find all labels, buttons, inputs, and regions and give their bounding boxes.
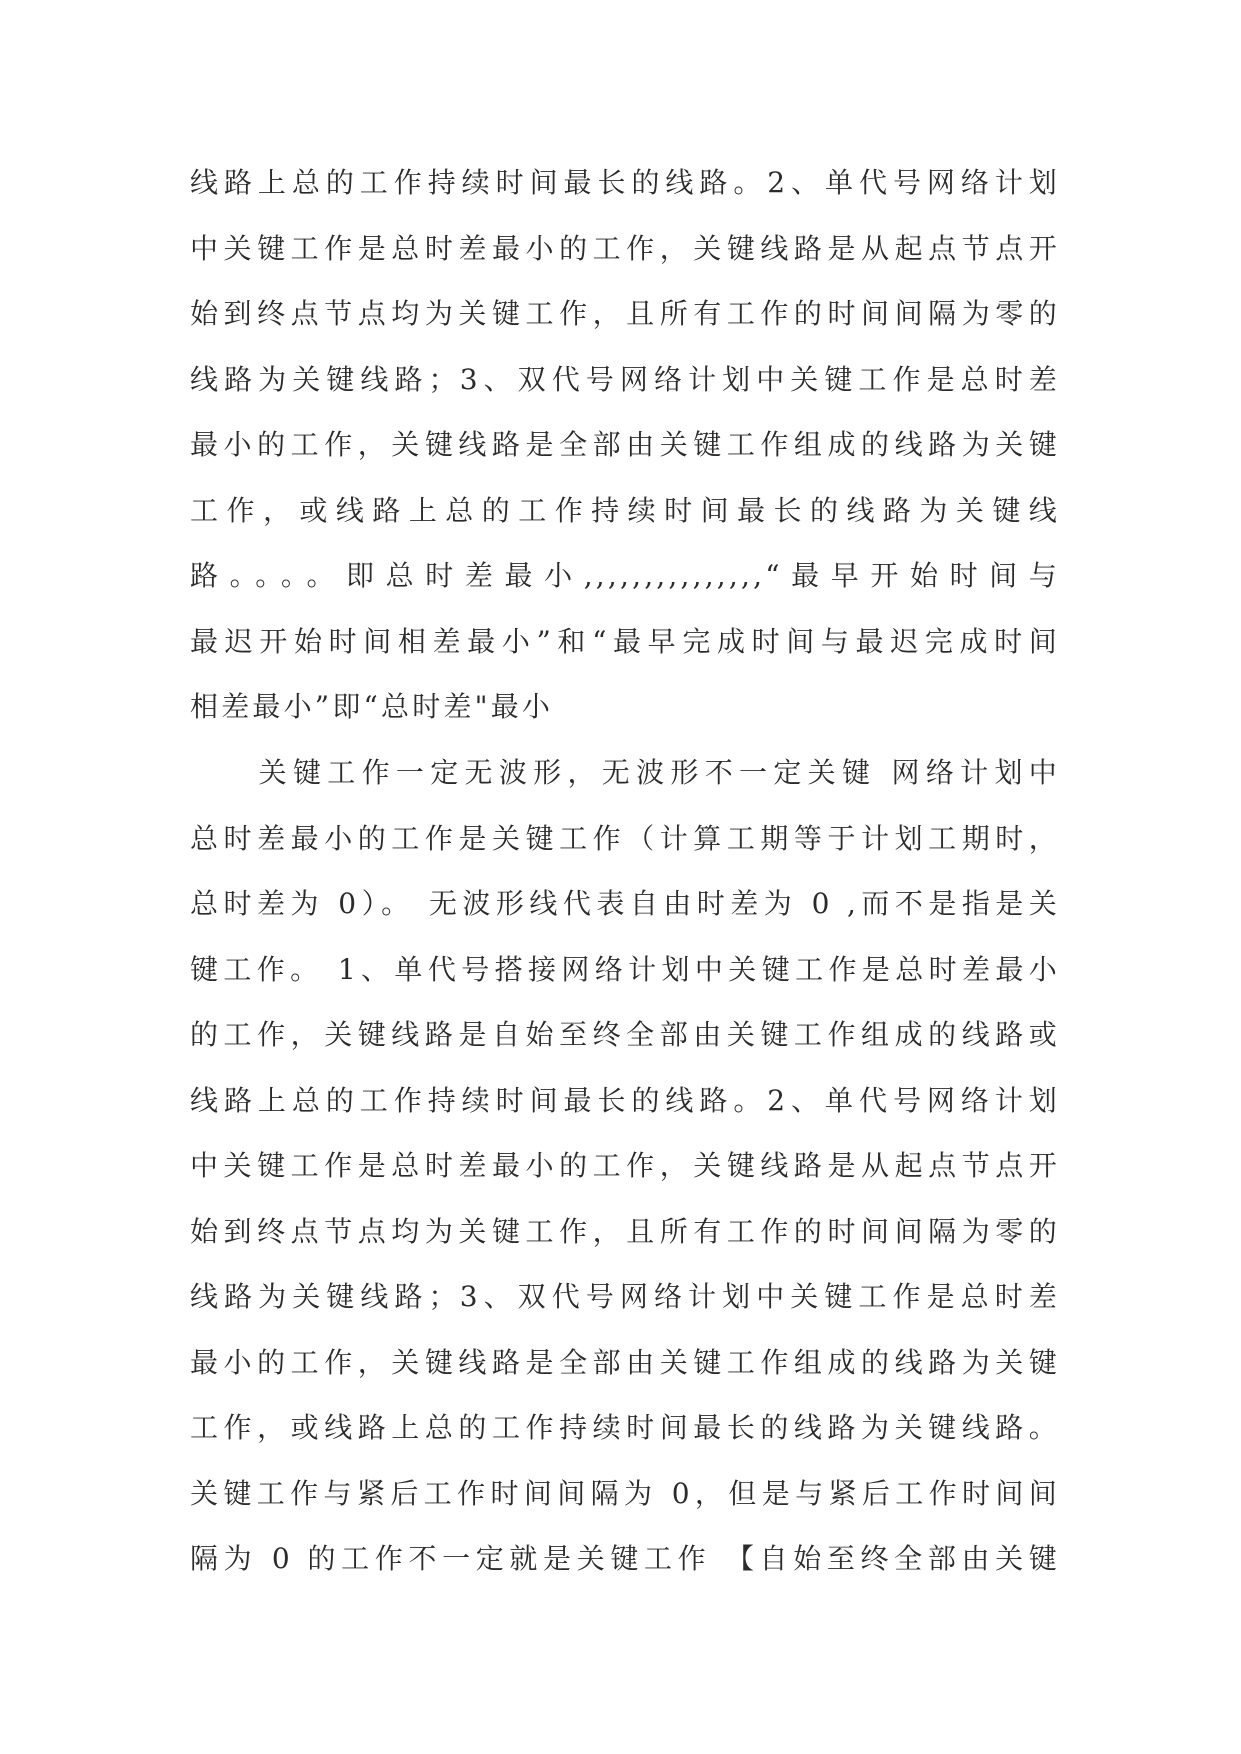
text-line: 的工作，关键线路是自始至终全部由关键工作组成的线路或 [190, 1018, 1060, 1051]
text-line: 关键工作一定无波形，无波形不一定关键 网络计划中 [190, 756, 1060, 789]
text-line: 始到终点节点均为关键工作，且所有工作的时间间隔为零的 [190, 1214, 1060, 1248]
text-line: 相差最小”即“总时差"最小 [190, 690, 554, 723]
text-line: 工作，或线路上总的工作持续时间最长的线路为关键线路。 [190, 1411, 1060, 1444]
text-line: 总时差为 0）。 无波形线代表自由时差为 0 ,而不是指是关 [190, 887, 1060, 920]
paragraph-key-work [190, 740, 1060, 1592]
text-line: 最迟开始时间相差最小”和“最早完成时间与最迟完成时间 [190, 624, 1060, 658]
paragraph-continued [190, 150, 1060, 740]
text-line: 线路为关键线路；3、双代号网络计划中关键工作是总时差 [190, 362, 1060, 396]
text-line: 最小的工作，关键线路是全部由关键工作组成的线路为关键 [190, 1345, 1060, 1379]
text-line: 线路为关键线路；3、双代号网络计划中关键工作是总时差 [190, 1280, 1060, 1313]
text-line: 关键工作与紧后工作时间间隔为 0，但是与紧后工作时间间 [190, 1476, 1060, 1510]
text-line: 最小的工作，关键线路是全部由关键工作组成的线路为关键 [190, 428, 1060, 461]
text-line: 线路上总的工作持续时间最长的线路。2、单代号网络计划 [190, 1083, 1060, 1117]
text-line: 隔为 0 的工作不一定就是关键工作 【自始至终全部由关键 [190, 1542, 1060, 1575]
text-line: 键工作。 1、单代号搭接网络计划中关键工作是总时差最小 [190, 952, 1060, 986]
text-line: 始到终点节点均为关键工作，且所有工作的时间间隔为零的 [190, 297, 1060, 330]
text-line: 线路上总的工作持续时间最长的线路。2、单代号网络计划 [190, 166, 1060, 199]
text-line: 总时差最小的工作是关键工作（计算工期等于计划工期时， [190, 821, 1060, 855]
text-line: 中关键工作是总时差最小的工作，关键线路是从起点节点开 [190, 231, 1060, 265]
text-line: 工作，或线路上总的工作持续时间最长的线路为关键线 [190, 493, 1060, 527]
text-line: 路。。。。即总时差最小,,,,,,,,,,,,,,,“最早开始时间与 [190, 559, 1060, 592]
text-line: 中关键工作是总时差最小的工作，关键线路是从起点节点开 [190, 1149, 1060, 1182]
